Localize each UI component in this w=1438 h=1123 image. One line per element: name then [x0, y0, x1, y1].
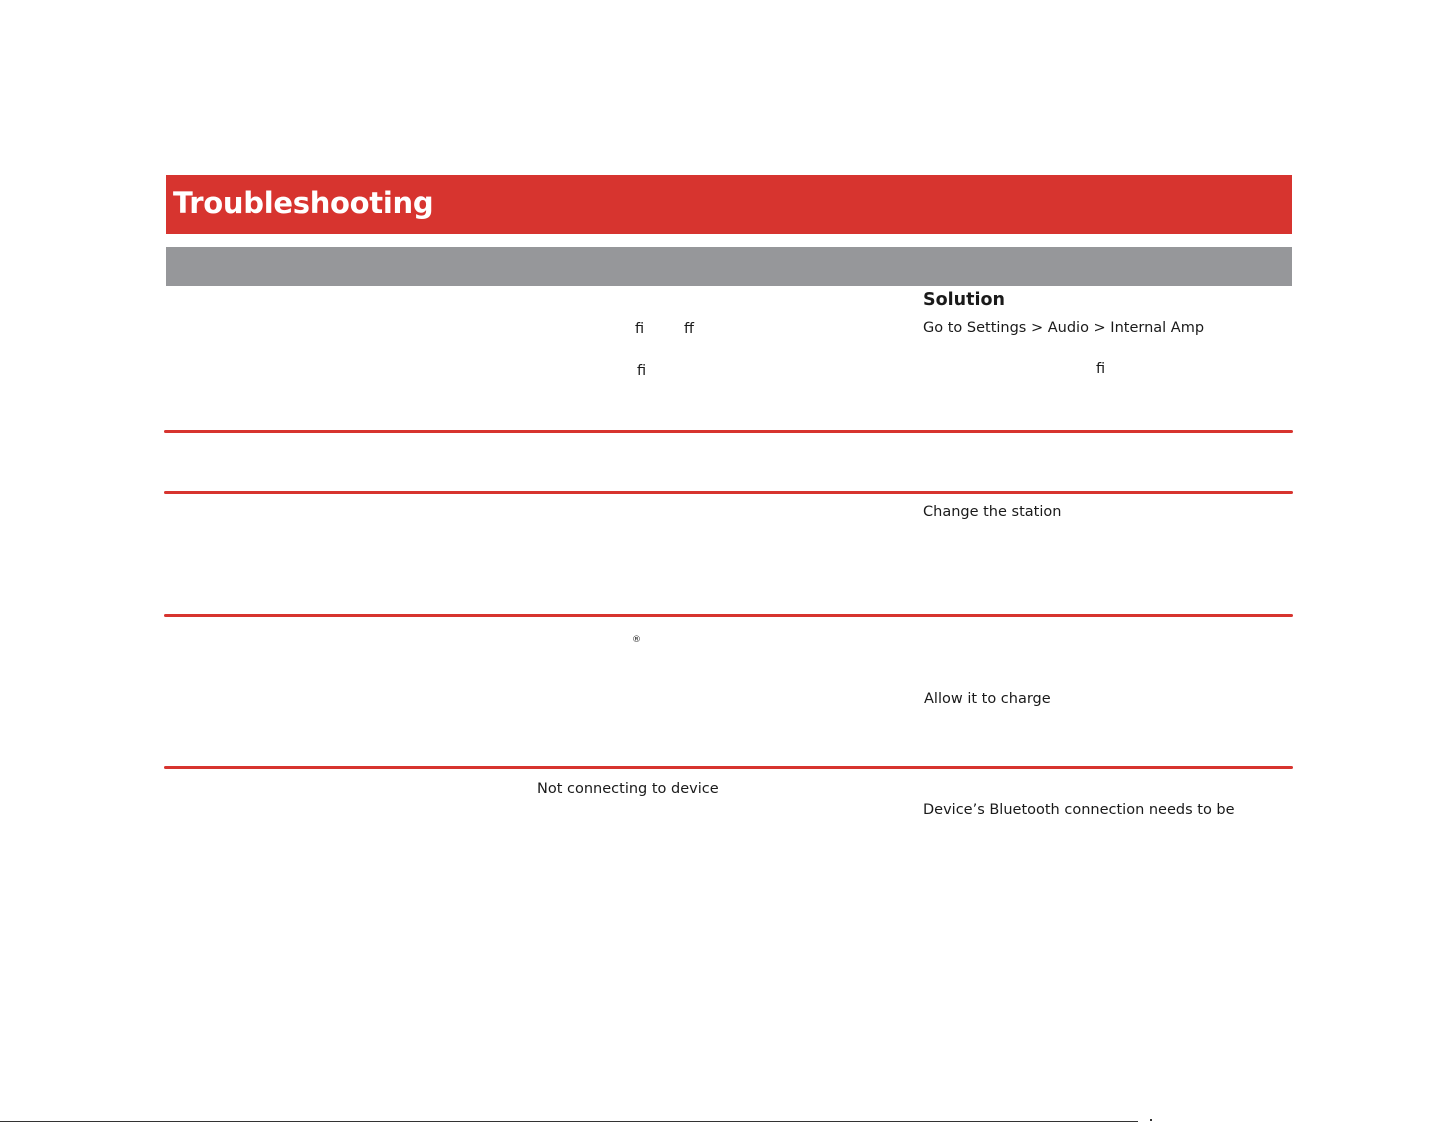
- problem-ligature-glyph: ﬁ: [637, 363, 647, 379]
- footer-rule: [0, 1121, 1138, 1122]
- title-banner: [166, 175, 1292, 234]
- problem-text: Not connecting to device: [537, 781, 719, 797]
- page-title: Troubleshooting: [173, 186, 434, 220]
- table-header-bar: [166, 247, 1292, 286]
- registered-mark: ®: [632, 635, 641, 645]
- problem-ligature-glyph: ﬀ: [684, 321, 694, 337]
- row-divider: [164, 491, 1293, 494]
- footer-dot: [1150, 1119, 1152, 1121]
- row-divider: [164, 430, 1293, 433]
- problem-ligature-glyph: ﬁ: [635, 321, 645, 337]
- row-divider: [164, 614, 1293, 617]
- solution-text: Device’s Bluetooth connection needs to be: [923, 802, 1235, 818]
- solution-column-heading: Solution: [923, 290, 1005, 310]
- solution-text: Change the station: [923, 504, 1062, 520]
- solution-ligature-glyph: ﬁ: [1096, 361, 1106, 377]
- row-divider: [164, 766, 1293, 769]
- solution-text: Go to Settings > Audio > Internal Amp: [923, 320, 1205, 336]
- solution-text: Allow it to charge: [924, 691, 1051, 707]
